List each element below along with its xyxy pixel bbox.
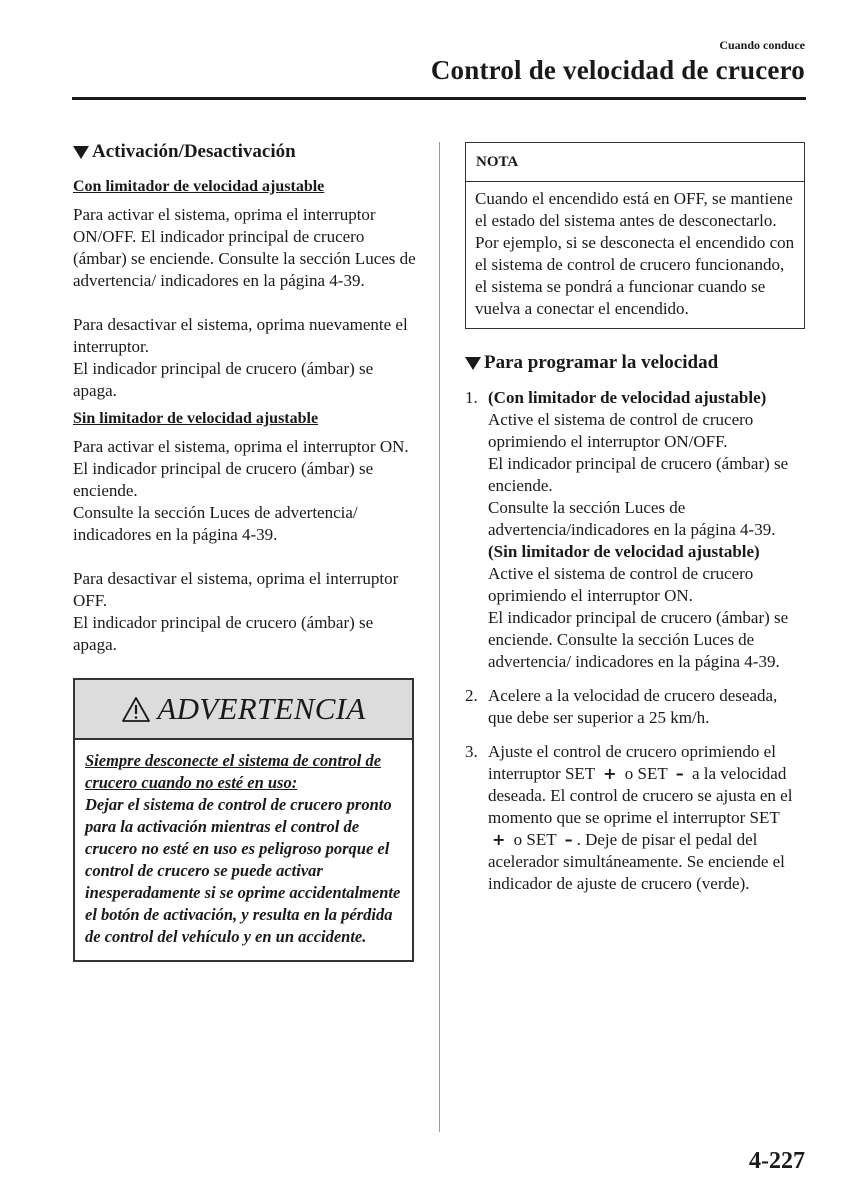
note-box bbox=[465, 142, 805, 329]
subheading-with-limiter: Con limitador de velocidad ajustable bbox=[73, 178, 325, 195]
activation-heading-text: Activación/Desactivación bbox=[92, 141, 296, 162]
list-number: 1. bbox=[465, 388, 478, 407]
paragraph: Para desactivar el sistema, oprima nuevamente el interruptor. bbox=[73, 315, 408, 356]
text-run: Ajuste el control de crucero oprimiendo el interruptor SET bbox=[488, 742, 776, 783]
list-subhead: (Sin limitador de velocidad ajustable) bbox=[488, 542, 760, 561]
warning-lead: Siempre desconecte el sistema de control de crucero cuando no esté en uso: bbox=[85, 751, 382, 792]
plus-icon: + bbox=[492, 830, 506, 849]
plus-icon: + bbox=[603, 764, 617, 783]
activation-heading bbox=[73, 140, 418, 164]
list-text bbox=[488, 741, 805, 895]
list-text: Acelere a la velocidad de crucero deseada, que debe ser superior a 25 km/h. bbox=[488, 686, 778, 727]
list-item bbox=[465, 741, 805, 895]
list-text: Active el sistema de control de crucero oprimiendo el interruptor ON. bbox=[488, 564, 754, 605]
warning-body bbox=[75, 740, 412, 960]
warning-box bbox=[73, 678, 414, 962]
column-divider bbox=[439, 142, 440, 1132]
header-rule bbox=[72, 97, 806, 100]
page-number: 4-227 bbox=[749, 1148, 805, 1174]
program-heading-text: Para programar la velocidad bbox=[484, 352, 719, 373]
list-text: Active el sistema de control de crucero oprimiendo el interruptor ON/OFF. bbox=[488, 410, 754, 451]
triangle-down-icon bbox=[73, 146, 89, 159]
left-column bbox=[73, 140, 418, 962]
warning-title: ADVERTENCIA bbox=[157, 691, 366, 726]
paragraph: Para activar el sistema, oprima el interruptor ON/OFF. El indicador principal de crucero (ámbar) se enciende. Consulte la sección Luces de advertencia/ indicadores en la página 4-39. bbox=[73, 205, 416, 290]
paragraph: Para activar el sistema, oprima el interruptor ON. El indicador principal de crucero (ámbar) se enciende. bbox=[73, 437, 409, 500]
list-item bbox=[465, 387, 805, 673]
list-text: Consulte la sección Luces de advertencia/indicadores en la página 4-39. bbox=[488, 498, 776, 539]
paragraph: El indicador principal de crucero (ámbar) se apaga. bbox=[73, 359, 374, 400]
note-title: NOTA bbox=[466, 143, 804, 182]
subheading-without-limiter: Sin limitador de velocidad ajustable bbox=[73, 410, 319, 427]
text-run: . Deje de pisar el pedal del acelerador simultáneamente. Se enciende el indicador de ajuste de crucero (verde). bbox=[488, 830, 785, 893]
text-run: o bbox=[624, 764, 634, 783]
minus-icon: – bbox=[675, 764, 684, 783]
warning-header bbox=[75, 680, 412, 740]
right-column bbox=[465, 142, 805, 907]
program-heading bbox=[465, 351, 805, 375]
header-section-label: Cuando conduce bbox=[719, 38, 805, 52]
page-title: Control de velocidad de crucero bbox=[430, 55, 805, 85]
list-subhead: (Con limitador de velocidad ajustable) bbox=[488, 388, 767, 407]
paragraph: El indicador principal de crucero (ámbar) se apaga. bbox=[73, 613, 374, 654]
warning-text: Dejar el sistema de control de crucero pronto para la activación mientras el control de crucero no esté en uso es peligroso porque el control de crucero se puede activar inesperadamente si se oprime accidentalmente el botón de activación, y resulta en la pérdida de control del vehículo y en un accidente. bbox=[85, 795, 401, 946]
text-run: o SET bbox=[513, 830, 557, 849]
text-run: SET bbox=[637, 764, 668, 783]
list-text: El indicador principal de crucero (ámbar) se enciende. Consulte la sección Luces de advertencia/ indicadores en la página 4-39. bbox=[488, 608, 789, 671]
warning-triangle-icon bbox=[121, 696, 151, 723]
paragraph: Consulte la sección Luces de advertencia/ indicadores en la página 4-39. bbox=[73, 503, 358, 544]
minus-icon: – bbox=[564, 830, 573, 849]
list-item bbox=[465, 685, 805, 729]
paragraph: Para desactivar el sistema, oprima el interruptor OFF. bbox=[73, 569, 399, 610]
list-number: 3. bbox=[465, 742, 478, 761]
list-text: El indicador principal de crucero (ámbar) se enciende. bbox=[488, 454, 789, 495]
note-body: Cuando el encendido está en OFF, se mantiene el estado del sistema antes de desconectarlo. Por ejemplo, si se desconecta el encendido con el sistema de control de crucero funcionando, el sistema se pondrá a funcionar cuando se vuelva a conectar el encendido. bbox=[475, 189, 795, 318]
text-run: a la velocidad deseada. El control de crucero se ajusta en el momento que se oprime el interruptor SET bbox=[488, 764, 793, 827]
triangle-down-icon bbox=[465, 357, 481, 370]
list-number: 2. bbox=[465, 686, 478, 705]
